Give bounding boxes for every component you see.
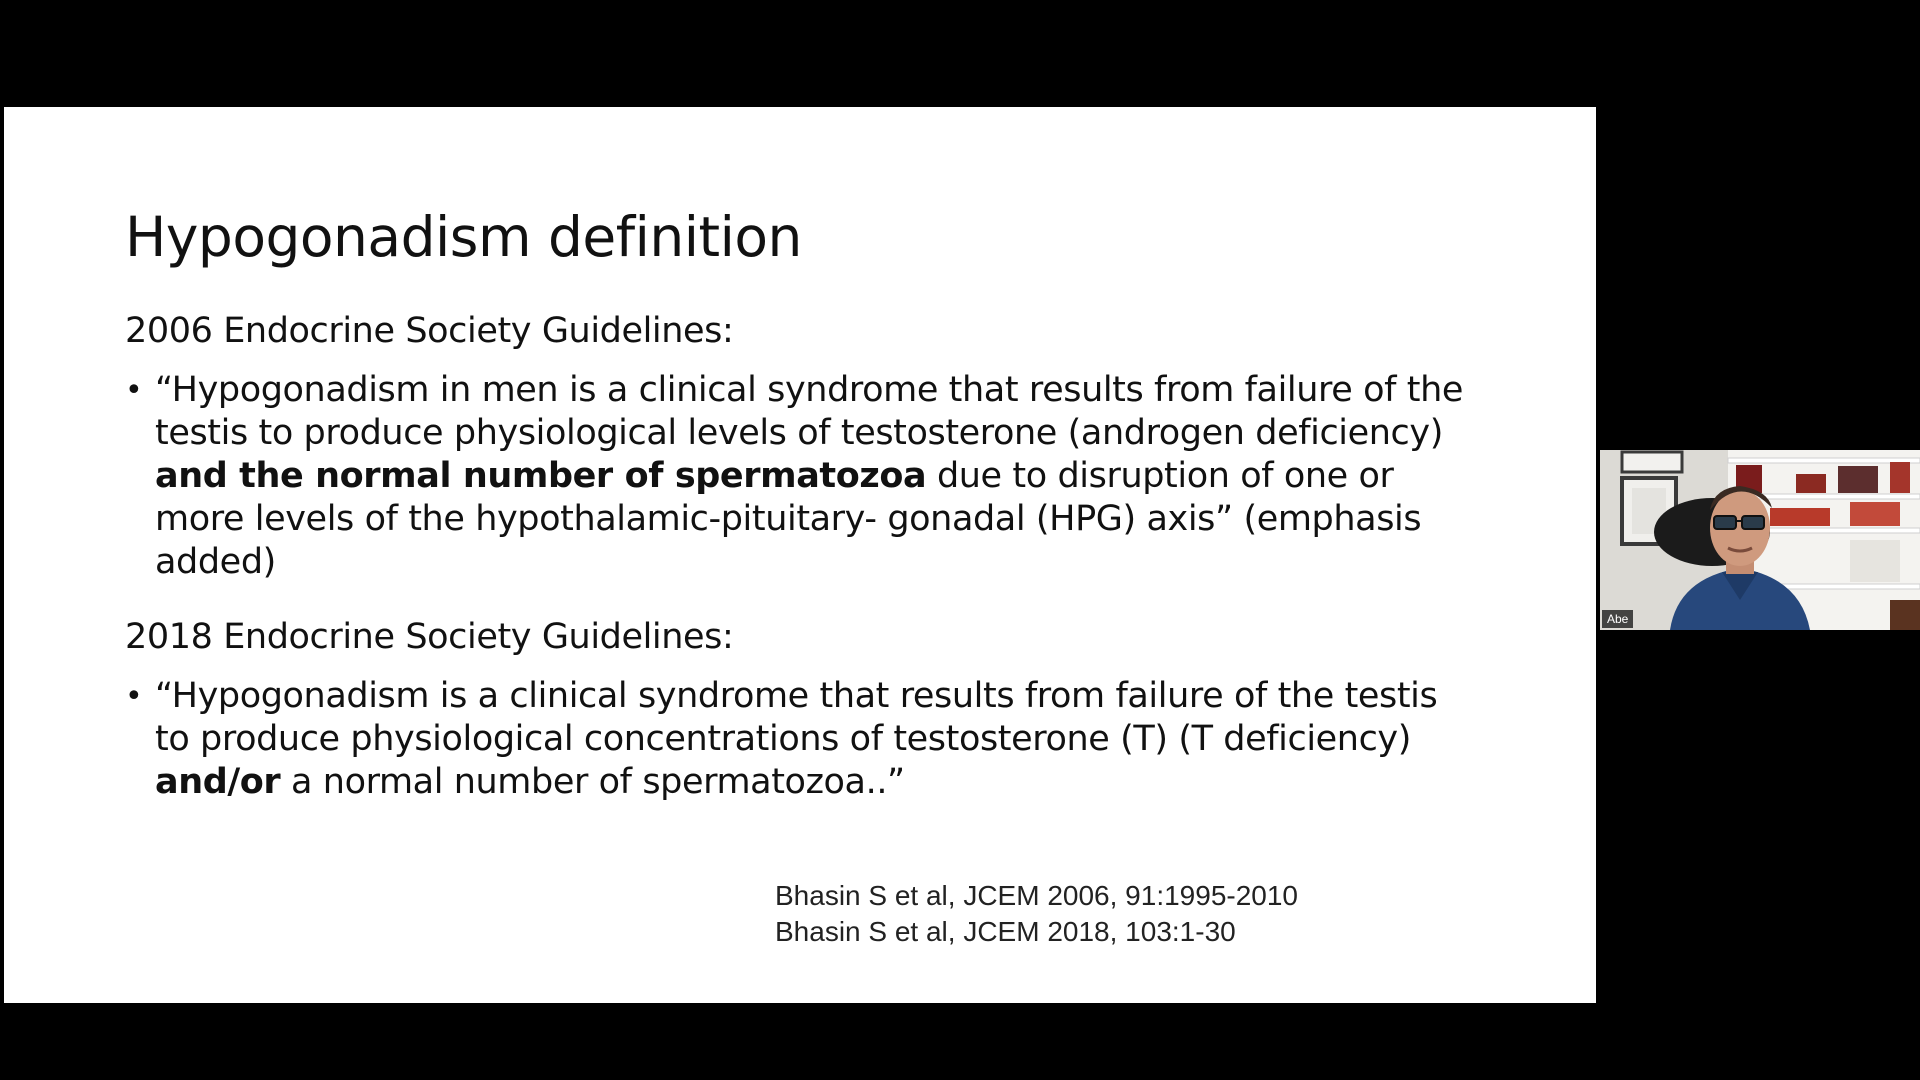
bullet-text-2006 xyxy=(155,369,1465,584)
bullet-2006-part1: “Hypogonadism in men is a clinical syndrome that results from failure of the testis to produce physiological levels of testosterone (androgen deficiency) xyxy=(155,370,1464,453)
participant-video-tile[interactable] xyxy=(1600,450,1920,630)
bullet-2006-emphasis: and the normal number of spermatozoa xyxy=(155,456,927,496)
participant-video-icon xyxy=(1600,450,1920,630)
bullet-2018 xyxy=(125,675,1465,804)
section-heading-2018: 2018 Endocrine Society Guidelines: xyxy=(125,617,734,657)
slide-title: Hypogonadism definition xyxy=(125,205,802,269)
reference-line: Bhasin S et al, JCEM 2006, 91:1995-2010 xyxy=(775,880,1299,911)
shared-slide xyxy=(4,107,1596,1003)
bullet-symbol: • xyxy=(125,373,143,408)
reference-line: Bhasin S et al, JCEM 2018, 103:1-30 xyxy=(775,916,1236,947)
bullet-2006 xyxy=(125,369,1465,584)
bullet-2018-part1: “Hypogonadism is a clinical syndrome that results from failure of the testis to produce physiological concentrations of testosterone (T) (T deficiency) xyxy=(155,676,1438,759)
references xyxy=(775,878,1298,950)
bullet-2006-part2: due to disruption of one or more levels of the hypothalamic-pituitary- gonadal (HPG) axis” (emphasis added) xyxy=(155,456,1422,582)
bullet-2018-part2: a normal number of spermatozoa..” xyxy=(280,762,905,802)
bullet-text-2018 xyxy=(155,675,1465,804)
section-heading-2006: 2006 Endocrine Society Guidelines: xyxy=(125,311,734,351)
bullet-2018-emphasis: and/or xyxy=(155,762,281,802)
bullet-symbol: • xyxy=(125,679,143,714)
participant-name-label: Abe xyxy=(1602,610,1633,628)
